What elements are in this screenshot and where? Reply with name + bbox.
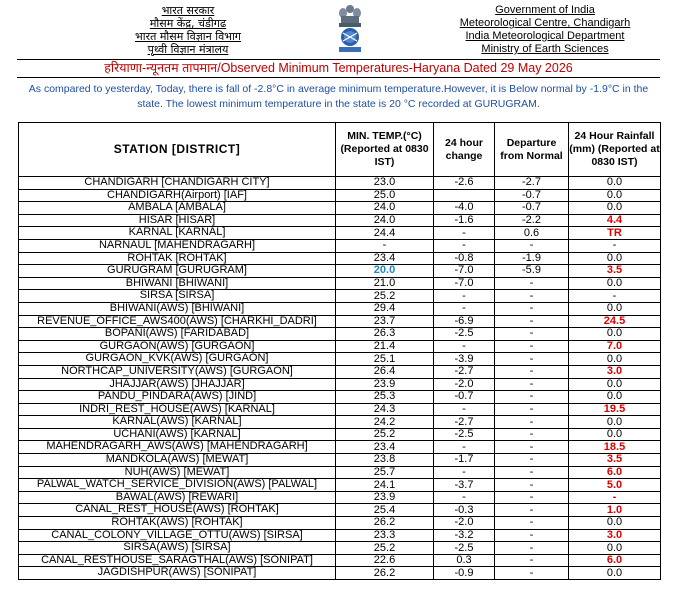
departure-cell: - [495, 391, 569, 404]
station-cell [19, 202, 336, 215]
min-temp-cell: 23.9 [336, 378, 434, 391]
column-header-station: STATION [DISTRICT] [19, 123, 336, 177]
station-name: SIRSA(AWS) [SIRSA] [123, 541, 231, 554]
summary-text: As compared to yesterday, Today, there is fall of -2.8°C in average minimum temperature.However, it is Below normal by -1.9°C in the state. The lowest minimum temperature in the state is 20 °C recorded at GURUGRAM. [28, 83, 649, 110]
station-cell [19, 353, 336, 366]
change-cell: -0.3 [434, 504, 495, 517]
station-cell [19, 328, 336, 341]
min-temp-cell: 24.1 [336, 479, 434, 492]
temperature-table [18, 122, 661, 580]
rainfall-cell: 3.0 [569, 365, 661, 378]
header-hindi-line: मौसम केंद्र, चंडीगढ [149, 17, 227, 30]
min-temp-cell: 23.3 [336, 529, 434, 542]
departure-cell: 0.6 [495, 227, 569, 240]
header-hindi-line: भारत मौसम विज्ञान विभाग [135, 30, 241, 43]
table-row [19, 441, 661, 454]
station-cell [19, 340, 336, 353]
departure-cell: - [495, 277, 569, 290]
table-row [19, 365, 661, 378]
header-english-line: India Meteorological Department [465, 30, 625, 42]
station-name: SIRSA [SIRSA] [139, 289, 215, 302]
station-name: HISAR [HISAR] [138, 213, 216, 226]
station-cell [19, 265, 336, 278]
station-name: NUH(AWS) [MEWAT] [124, 465, 230, 478]
table-row [19, 554, 661, 567]
departure-cell: - [495, 416, 569, 429]
station-cell [19, 403, 336, 416]
change-cell: -2.6 [434, 177, 495, 190]
change-cell: -3.9 [434, 353, 495, 366]
change-cell: -7.0 [434, 277, 495, 290]
station-cell [19, 517, 336, 530]
rainfall-cell: 0.0 [569, 189, 661, 202]
departure-cell: - [495, 403, 569, 416]
table-header-row [19, 123, 661, 177]
change-cell: - [434, 290, 495, 303]
column-header-24h-change: 24 hour change [434, 123, 495, 177]
departure-cell: -0.7 [495, 189, 569, 202]
change-cell: -6.9 [434, 315, 495, 328]
table-row [19, 302, 661, 315]
departure-cell: - [495, 567, 569, 580]
station-name: NORTHCAP_UNIVERSITY(AWS) [GURGAON] [61, 364, 293, 377]
station-name: UCHANI(AWS) [KARNAL] [113, 427, 241, 440]
rainfall-cell: 4.4 [569, 214, 661, 227]
min-temp-cell: 23.4 [336, 252, 434, 265]
min-temp-cell: 25.4 [336, 504, 434, 517]
min-temp-cell: 23.4 [336, 441, 434, 454]
departure-cell: - [495, 340, 569, 353]
table-row [19, 353, 661, 366]
rainfall-cell: 0.0 [569, 428, 661, 441]
min-temp-cell: 29.4 [336, 302, 434, 315]
departure-cell: -5.9 [495, 265, 569, 278]
station-cell [19, 302, 336, 315]
rainfall-cell: - [569, 290, 661, 303]
rainfall-cell: 3.5 [569, 454, 661, 467]
rainfall-cell: 5.0 [569, 479, 661, 492]
rainfall-cell: 0.0 [569, 177, 661, 190]
change-cell: -0.8 [434, 252, 495, 265]
departure-cell: - [495, 290, 569, 303]
station-name: KARNAL(AWS) [KARNAL] [112, 415, 242, 428]
rainfall-cell: 3.5 [569, 265, 661, 278]
departure-cell: - [495, 504, 569, 517]
min-temp-cell: 21.0 [336, 277, 434, 290]
rainfall-cell: TR [569, 227, 661, 240]
station-name: MAHENDRAGARH_AWS(AWS) [MAHENDRAGARH] [46, 440, 308, 453]
departure-cell: - [495, 378, 569, 391]
departure-cell: -2.2 [495, 214, 569, 227]
table-row [19, 567, 661, 580]
table-row [19, 466, 661, 479]
table-row [19, 239, 661, 252]
departure-cell: - [495, 315, 569, 328]
station-cell [19, 277, 336, 290]
change-cell: -1.6 [434, 214, 495, 227]
min-temp-cell: 23.8 [336, 454, 434, 467]
table-row [19, 277, 661, 290]
station-cell [19, 365, 336, 378]
min-temp-cell: 24.2 [336, 416, 434, 429]
min-temp-cell: 24.4 [336, 227, 434, 240]
departure-cell: - [495, 441, 569, 454]
station-name: GURGAON_KVK(AWS) [GURGAON] [85, 352, 269, 365]
change-cell: -0.7 [434, 391, 495, 404]
rainfall-cell: 0.0 [569, 567, 661, 580]
station-name: CANAL_REST_HOUSE(AWS) [ROHTAK] [75, 503, 279, 516]
min-temp-cell: 25.2 [336, 542, 434, 555]
min-temp-cell: 23.9 [336, 491, 434, 504]
station-name: BHIWANI [BHIWANI] [125, 276, 229, 289]
rainfall-cell: 0.0 [569, 328, 661, 341]
station-name: BAWAL(AWS) [REWARI] [115, 490, 239, 503]
station-name: AMBALA [AMBALA] [128, 201, 226, 214]
change-cell: - [434, 441, 495, 454]
station-name: INDRI_REST_HOUSE(AWS) [KARNAL] [79, 402, 275, 415]
min-temp-cell: 26.4 [336, 365, 434, 378]
table-row [19, 491, 661, 504]
station-cell [19, 479, 336, 492]
station-cell [19, 177, 336, 190]
station-name: REVENUE_OFFICE_AWS400(AWS) [CHARKHI_DADRI] [37, 314, 317, 327]
station-name: ROHTAK(AWS) [ROHTAK] [111, 516, 243, 529]
min-temp-cell: 20.0 [336, 265, 434, 278]
table-row [19, 454, 661, 467]
table-row [19, 403, 661, 416]
station-cell [19, 567, 336, 580]
min-temp-cell: 23.7 [336, 315, 434, 328]
station-cell [19, 491, 336, 504]
change-cell: -7.0 [434, 265, 495, 278]
table-row [19, 177, 661, 190]
station-name: JHAJJAR(AWS) [JHAJJAR] [109, 377, 245, 390]
change-cell: - [434, 340, 495, 353]
column-header-rainfall: 24 Hour Rainfall (mm) (Reported at 0830 IST) [569, 123, 661, 177]
min-temp-cell: 21.4 [336, 340, 434, 353]
departure-cell: - [495, 466, 569, 479]
rainfall-cell: 1.0 [569, 504, 661, 517]
station-cell [19, 189, 336, 202]
rainfall-cell: 0.0 [569, 378, 661, 391]
station-name: ROHTAK [ROHTAK] [127, 251, 227, 264]
rainfall-cell: 0.0 [569, 542, 661, 555]
station-name: CHANDIGARH(Airport) [IAF] [107, 188, 247, 201]
rainfall-cell: 0.0 [569, 391, 661, 404]
rainfall-cell: 3.0 [569, 529, 661, 542]
change-cell: -2.7 [434, 365, 495, 378]
rainfall-cell: 0.0 [569, 517, 661, 530]
station-name: PANDU_PINDARA(AWS) [JIND] [97, 390, 257, 403]
header-english-block [430, 4, 660, 56]
departure-cell: - [495, 554, 569, 567]
rainfall-cell: 0.0 [569, 302, 661, 315]
departure-cell: - [495, 302, 569, 315]
min-temp-cell: 25.3 [336, 391, 434, 404]
header-hindi-line: भारत सरकार [161, 4, 215, 17]
change-cell: -3.2 [434, 529, 495, 542]
departure-cell: -0.7 [495, 202, 569, 215]
min-temp-cell: 26.2 [336, 567, 434, 580]
station-cell [19, 542, 336, 555]
table-row [19, 542, 661, 555]
table-row [19, 517, 661, 530]
station-name: JAGDISHPUR(AWS) [SONIPAT] [97, 566, 257, 579]
table-row [19, 265, 661, 278]
departure-cell: -1.9 [495, 252, 569, 265]
rainfall-cell: - [569, 239, 661, 252]
table-row [19, 479, 661, 492]
departure-cell: - [495, 542, 569, 555]
table-row [19, 227, 661, 240]
header-hindi-block [88, 4, 288, 56]
station-cell [19, 428, 336, 441]
min-temp-cell: 22.6 [336, 554, 434, 567]
change-cell: -2.5 [434, 328, 495, 341]
station-name: CHANDIGARH [CHANDIGARH CITY] [84, 176, 270, 188]
departure-cell: - [495, 365, 569, 378]
rainfall-cell: 0.0 [569, 416, 661, 429]
min-temp-cell: - [336, 239, 434, 252]
rainfall-cell: 6.0 [569, 554, 661, 567]
change-cell: - [434, 491, 495, 504]
min-temp-cell: 24.0 [336, 202, 434, 215]
min-temp-cell: 25.0 [336, 189, 434, 202]
station-name: GURUGRAM [GURUGRAM] [107, 264, 247, 277]
departure-cell: - [495, 479, 569, 492]
table-row [19, 290, 661, 303]
station-cell [19, 529, 336, 542]
change-cell: - [434, 227, 495, 240]
station-cell [19, 252, 336, 265]
station-cell [19, 554, 336, 567]
change-cell: - [434, 466, 495, 479]
departure-cell: - [495, 239, 569, 252]
rainfall-cell: 0.0 [569, 353, 661, 366]
station-name: NARNAUL [MAHENDRAGARH] [98, 238, 256, 251]
change-cell: - [434, 302, 495, 315]
table-row [19, 428, 661, 441]
change-cell: 0.3 [434, 554, 495, 567]
min-temp-cell: 24.3 [336, 403, 434, 416]
departure-cell: - [495, 353, 569, 366]
station-name: CANAL_COLONY_VILLAGE_OTTU(AWS) [SIRSA] [51, 528, 303, 541]
departure-cell: - [495, 529, 569, 542]
min-temp-cell: 25.1 [336, 353, 434, 366]
station-cell [19, 454, 336, 467]
table-row [19, 189, 661, 202]
min-temp-cell: 24.0 [336, 214, 434, 227]
change-cell [434, 189, 495, 202]
departure-cell: - [495, 328, 569, 341]
table-row [19, 202, 661, 215]
departure-cell: - [495, 428, 569, 441]
min-temp-cell: 25.7 [336, 466, 434, 479]
table-row [19, 315, 661, 328]
station-cell [19, 416, 336, 429]
change-cell: -0.9 [434, 567, 495, 580]
station-name: GURGAON(AWS) [GURGAON] [99, 339, 255, 352]
departure-cell: -2.7 [495, 177, 569, 190]
table-row [19, 529, 661, 542]
min-temp-cell: 26.3 [336, 328, 434, 341]
station-cell [19, 391, 336, 404]
departure-cell: - [495, 491, 569, 504]
rainfall-cell: 0.0 [569, 202, 661, 215]
header-english-line: Meteorological Centre, Chandigarh [459, 17, 631, 29]
change-cell: -3.7 [434, 479, 495, 492]
header-hindi-line: पृथ्वी विज्ञान मंत्रालय [147, 43, 229, 56]
station-name: KARNAL [KARNAL] [128, 226, 226, 239]
table-row [19, 416, 661, 429]
column-header-departure: Departure from Normal [495, 123, 569, 177]
national-emblem-icon [333, 3, 367, 55]
header-english-line: Government of India [495, 4, 595, 16]
rainfall-cell: 6.0 [569, 466, 661, 479]
table-row [19, 504, 661, 517]
table-row [19, 340, 661, 353]
table-row [19, 214, 661, 227]
station-cell [19, 239, 336, 252]
change-cell: - [434, 403, 495, 416]
station-name: BOPANI(AWS) [FARIDABAD] [104, 327, 250, 340]
table-row [19, 378, 661, 391]
departure-cell: - [495, 517, 569, 530]
departure-cell: - [495, 454, 569, 467]
table-row [19, 391, 661, 404]
station-cell [19, 466, 336, 479]
rainfall-cell: 18.5 [569, 441, 661, 454]
station-name: CANAL_RESTHOUSE_SARAGTHAL(AWS) [SONIPAT] [41, 553, 313, 566]
station-cell [19, 504, 336, 517]
table-row [19, 252, 661, 265]
station-cell [19, 315, 336, 328]
min-temp-cell: 25.2 [336, 290, 434, 303]
rainfall-cell: - [569, 491, 661, 504]
station-cell [19, 227, 336, 240]
station-cell [19, 214, 336, 227]
station-name: BHIWANI(AWS) [BHIWANI] [109, 301, 245, 314]
change-cell: -2.5 [434, 428, 495, 441]
station-cell [19, 290, 336, 303]
table-row [19, 328, 661, 341]
change-cell: -2.7 [434, 416, 495, 429]
column-header-min-temp: MIN. TEMP.(°C) (Reported at 0830 IST) [336, 123, 434, 177]
change-cell: -2.0 [434, 378, 495, 391]
header-english-line: Ministry of Earth Sciences [481, 43, 609, 55]
report-title: हरियाणा-न्यूनतम तापमान/Observed Minimum Temperatures-Haryana Dated 29 May 2026 [17, 59, 660, 78]
min-temp-cell: 26.2 [336, 517, 434, 530]
change-cell: -2.0 [434, 517, 495, 530]
station-name: MANDKOLA(AWS) [MEWAT] [105, 453, 249, 466]
rainfall-cell: 0.0 [569, 252, 661, 265]
rainfall-cell: 7.0 [569, 340, 661, 353]
change-cell: -1.7 [434, 454, 495, 467]
station-cell [19, 441, 336, 454]
rainfall-cell: 0.0 [569, 277, 661, 290]
min-temp-cell: 25.2 [336, 428, 434, 441]
min-temp-cell: 23.0 [336, 177, 434, 190]
change-cell: -2.5 [434, 542, 495, 555]
station-name: PALWAL_WATCH_SERVICE_DIVISION(AWS) [PALWAL] [36, 478, 318, 491]
change-cell: - [434, 239, 495, 252]
rainfall-cell: 24.5 [569, 315, 661, 328]
change-cell: -4.0 [434, 202, 495, 215]
rainfall-cell: 19.5 [569, 403, 661, 416]
station-cell [19, 378, 336, 391]
page-header [0, 0, 676, 58]
